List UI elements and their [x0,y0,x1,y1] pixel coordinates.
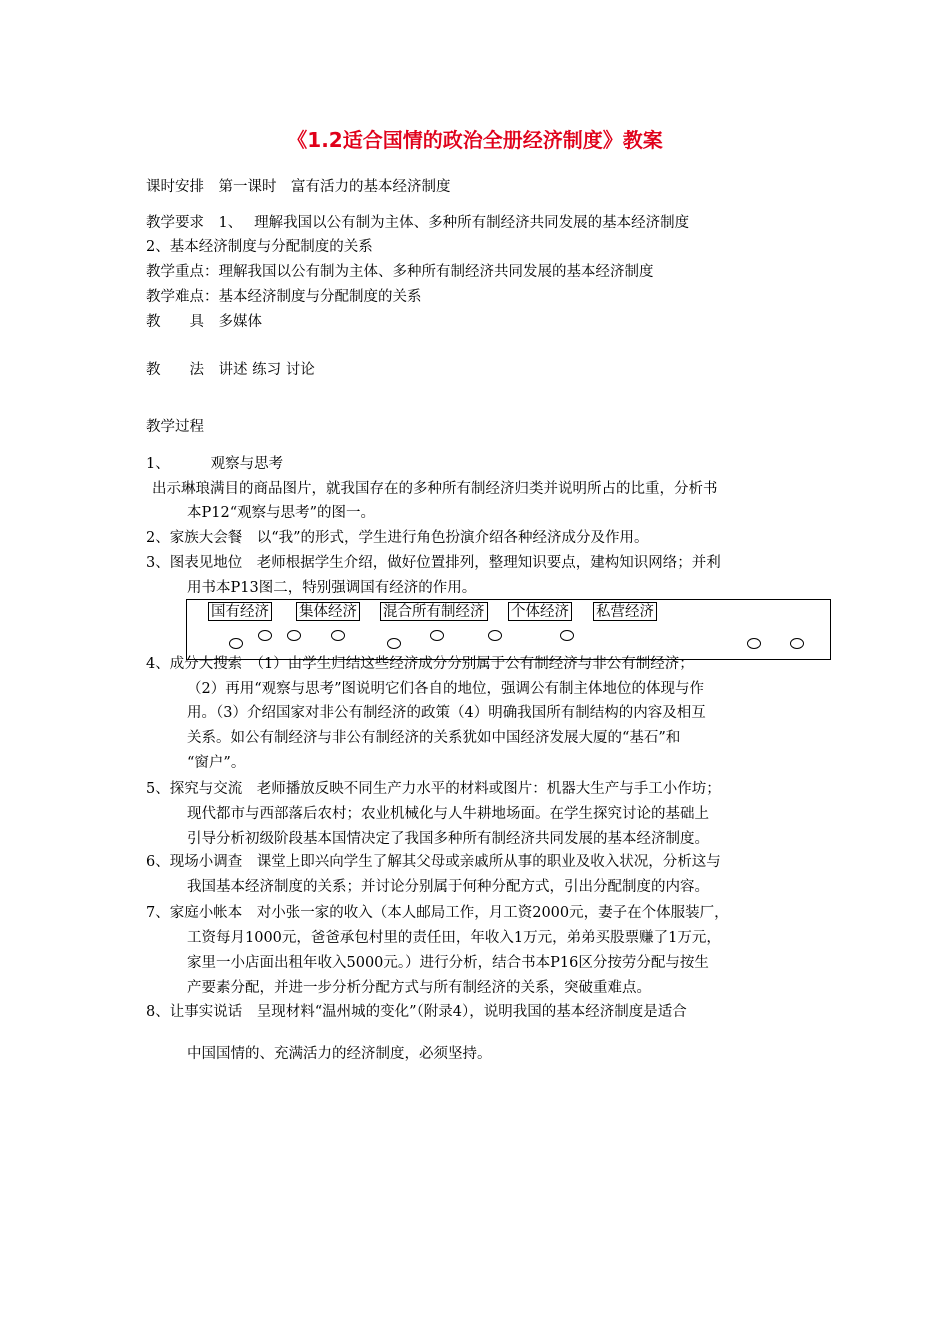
tools: 教 具 多媒体 [146,314,262,330]
step-line: 用书本P13图二，特别强调国有经济的作用。 [187,580,477,596]
step-line: 6、现场小调查 课堂上即兴向学生了解其父母或亲戚所从事的职业及收入状况，分析这与 [146,854,721,870]
step-line: 8、让事实说话 呈现材料“温州城的变化”（附录4），说明我国的基本经济制度是适合 [146,1004,687,1020]
box-private-economy: 私营经济 [593,602,657,621]
box-mixed-ownership-economy: 混合所有制经济 [380,602,488,621]
schedule: 课时安排 第一课时 富有活力的基本经济制度 [146,179,451,195]
step-line: 家里一小店面出租年收入5000元。）进行分析，结合书本P16区分按劳分配与按生 [187,955,709,971]
step-line: 本P12“观察与思考”的图一。 [187,505,376,521]
step-line: 关系。如公有制经济与非公有制经济的关系犹如中国经济发展大厦的“基石”和 [187,730,681,746]
circle-shape [287,630,301,641]
circle-shape [488,630,502,641]
box-collective-economy: 集体经济 [296,602,360,621]
requirement-1: 教学要求 1、 理解我国以公有制为主体、多种所有制经济共同发展的基本经济制度 [146,215,690,231]
step-line: 现代都市与西部落后农村；农业机械化与人牛耕地场面。在学生探究讨论的基础上 [187,806,709,822]
step-line: 5、探究与交流 老师播放反映不同生产力水平的材料或图片：机器大生产与手工小作坊； [146,781,721,797]
step-line: 产要素分配，并进一步分析分配方式与所有制经济的关系，突破重难点。 [187,980,651,996]
methods: 教 法 讲述 练习 讨论 [146,362,315,378]
page-title: 《1.2适合国情的政治全册经济制度》教案 [287,128,663,152]
step-line: 4、成分大搜索 （1）由学生归结这些经济成分分别属于公有制经济与非公有制经济； [146,656,694,672]
circle-shape [229,638,243,649]
circle-shape [430,630,444,641]
box-individual-economy: 个体经济 [508,602,572,621]
requirement-2: 2、基本经济制度与分配制度的关系 [146,239,373,255]
step-line: 中国国情的、充满活力的经济制度，必须坚持。 [187,1046,492,1062]
box-state-economy: 国有经济 [208,602,272,621]
circle-shape [790,638,804,649]
step-line: 工资每月1000元，爸爸承包村里的责任田，年收入1万元，弟弟买股票赚了1万元， [187,930,721,946]
step-line: 7、家庭小帐本 对小张一家的收入（本人邮局工作，月工资2000元，妻子在个体服装厂， [146,905,729,921]
key-point: 教学重点：理解我国以公有制为主体、多种所有制经济共同发展的基本经济制度 [146,264,654,280]
circle-shape [747,638,761,649]
step-line: 3、图表见地位 老师根据学生介绍，做好位置排列，整理知识要点，建构知识网络；并利 [146,555,721,571]
circle-shape [258,630,272,641]
step-line: 1、 观察与思考 [146,456,284,472]
circle-shape [560,630,574,641]
difficulty: 教学难点：基本经济制度与分配制度的关系 [146,289,422,305]
step-line: 用。（3）介绍国家对非公有制经济的政策（4）明确我国所有制结构的内容及相互 [187,705,706,721]
process-heading: 教学过程 [146,419,204,435]
circle-shape [387,638,401,649]
step-line: “窗户”。 [187,755,246,771]
step-line: 引导分析初级阶段基本国情决定了我国多种所有制经济共同发展的基本经济制度。 [187,831,709,847]
step-line: 出示琳琅满目的商品图片，就我国存在的多种所有制经济归类并说明所占的比重，分析书 [152,481,718,497]
step-line: 2、家族大会餐 以“我”的形式，学生进行角色扮演介绍各种经济成分及作用。 [146,530,649,546]
step-line: 我国基本经济制度的关系；并讨论分别属于何种分配方式，引出分配制度的内容。 [187,879,709,895]
circle-shape [331,630,345,641]
step-line: （2）再用“观察与思考”图说明它们各自的地位，强调公有制主体地位的体现与作 [187,681,705,697]
